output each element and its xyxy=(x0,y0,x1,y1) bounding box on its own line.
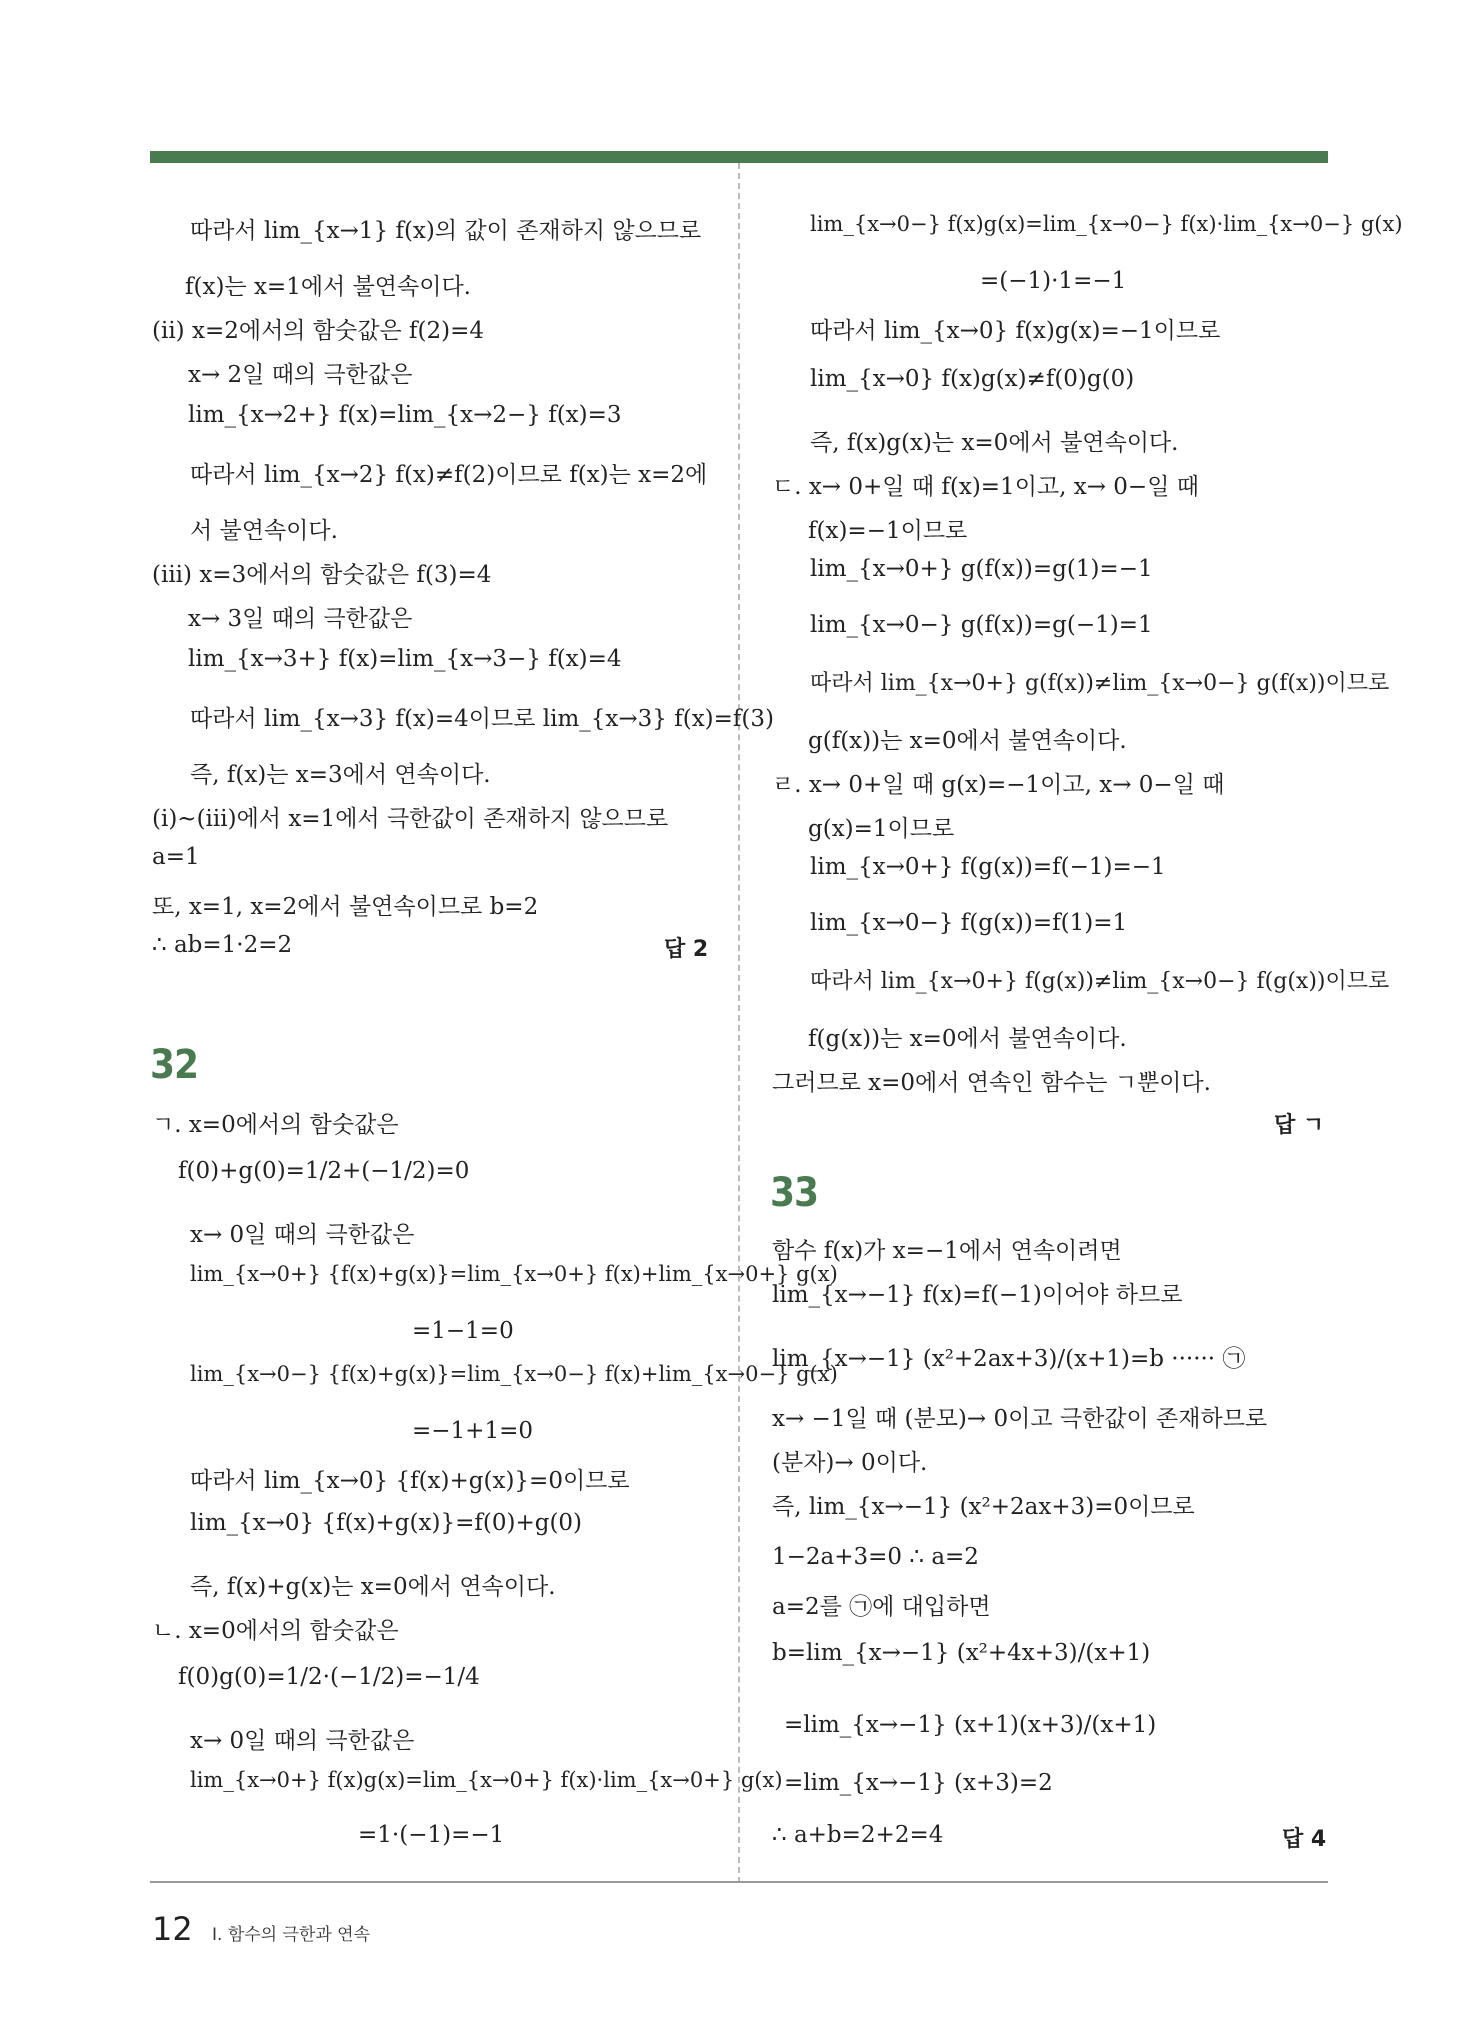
text-line: x→ 0일 때의 극한값은 xyxy=(190,1728,415,1754)
text-line: f(x)는 x=1에서 불연속이다. xyxy=(185,274,471,300)
text-line: lim_{x→0−} f(x)g(x)=lim_{x→0−} f(x)·lim_{x→0−} g(x) xyxy=(810,212,1403,236)
text-line: lim_{x→0+} f(g(x))=f(−1)=−1 xyxy=(810,854,1166,880)
text-line: lim_{x→0} f(x)g(x)≠f(0)g(0) xyxy=(810,366,1135,392)
text-line: =1·(−1)=−1 xyxy=(358,1822,505,1848)
text-line: 따라서 lim_{x→0+} f(g(x))≠lim_{x→0−} f(g(x))이므로 xyxy=(810,969,1390,994)
text-line: 즉, lim_{x→−1} (x²+2ax+3)=0이므로 xyxy=(772,1494,1195,1520)
text-line: a=1 xyxy=(152,844,200,870)
text-line: a=2를 ㉠에 대입하면 xyxy=(772,1594,991,1620)
text-line: (ii) x=2에서의 함숫값은 f(2)=4 xyxy=(152,318,484,344)
text-line: f(g(x))는 x=0에서 불연속이다. xyxy=(808,1026,1127,1052)
text-line: (i)~(iii)에서 x=1에서 극한값이 존재하지 않으므로 xyxy=(152,806,669,832)
text-line: lim_{x→0−} g(f(x))=g(−1)=1 xyxy=(810,612,1153,638)
text-line: lim_{x→2+} f(x)=lim_{x→2−} f(x)=3 xyxy=(188,402,622,428)
text-line: (iii) x=3에서의 함숫값은 f(3)=4 xyxy=(152,562,492,588)
text-line: 또, x=1, x=2에서 불연속이므로 b=2 xyxy=(152,894,539,920)
text-line: lim_{x→−1} f(x)=f(−1)이어야 하므로 xyxy=(772,1282,1183,1308)
text-line: ㄷ. x→ 0+일 때 f(x)=1이고, x→ 0−일 때 xyxy=(772,474,1199,500)
text-line: =(−1)·1=−1 xyxy=(980,268,1127,294)
text-line: ㄱ. x=0에서의 함숫값은 xyxy=(152,1112,399,1138)
text-line: =−1+1=0 xyxy=(412,1418,533,1444)
text-line: f(0)g(0)=1/2·(−1/2)=−1/4 xyxy=(178,1664,480,1690)
text-line: ㄹ. x→ 0+일 때 g(x)=−1이고, x→ 0−일 때 xyxy=(772,772,1225,798)
text-line: b=lim_{x→−1} (x²+4x+3)/(x+1) xyxy=(772,1640,1151,1666)
text-line: lim_{x→0+} {f(x)+g(x)}=lim_{x→0+} f(x)+lim_{x→0+} g(x) xyxy=(190,1262,838,1286)
problem-number-33: 33 xyxy=(770,1170,819,1216)
text-line: 따라서 lim_{x→2} f(x)≠f(2)이므로 f(x)는 x=2에 xyxy=(190,462,708,488)
text-line: 함수 f(x)가 x=−1에서 연속이려면 xyxy=(772,1238,1122,1264)
text-line: 따라서 lim_{x→0} f(x)g(x)=−1이므로 xyxy=(810,318,1221,344)
text-line: 즉, f(x)+g(x)는 x=0에서 연속이다. xyxy=(190,1574,556,1600)
text-line: =lim_{x→−1} (x+1)(x+3)/(x+1) xyxy=(784,1712,1157,1738)
text-line: lim_{x→0−} {f(x)+g(x)}=lim_{x→0−} f(x)+lim_{x→0−} g(x) xyxy=(190,1362,838,1386)
text-line: ㄴ. x=0에서의 함숫값은 xyxy=(152,1618,399,1644)
text-line: lim_{x→0} {f(x)+g(x)}=f(0)+g(0) xyxy=(190,1510,583,1536)
answer-32: 답 ㄱ xyxy=(1274,1113,1325,1138)
text-line: f(0)+g(0)=1/2+(−1/2)=0 xyxy=(178,1158,470,1184)
text-line: 따라서 lim_{x→0+} g(f(x))≠lim_{x→0−} g(f(x))이므로 xyxy=(810,671,1390,696)
page-number: 12 xyxy=(152,1910,193,1948)
text-line: f(x)=−1이므로 xyxy=(808,518,968,544)
text-line: x→ −1일 때 (분모)→ 0이고 극한값이 존재하므로 xyxy=(772,1406,1268,1432)
answer-31: 답 2 xyxy=(664,937,709,962)
text-line: ∴ ab=1·2=2 xyxy=(152,932,293,958)
text-line: 따라서 lim_{x→1} f(x)의 값이 존재하지 않으므로 xyxy=(190,218,702,244)
text-line: ∴ a+b=2+2=4 xyxy=(772,1822,944,1848)
text-line: lim_{x→−1} (x²+2ax+3)/(x+1)=b ······ ㉠ xyxy=(772,1346,1246,1372)
text-line: lim_{x→0−} f(g(x))=f(1)=1 xyxy=(810,910,1128,936)
text-line: g(f(x))는 x=0에서 불연속이다. xyxy=(808,728,1127,754)
problem-number-32: 32 xyxy=(150,1042,199,1088)
text-line: x→ 3일 때의 극한값은 xyxy=(188,606,413,632)
section-title: Ⅰ. 함수의 극한과 연속 xyxy=(212,1925,371,1945)
footer-rule xyxy=(150,1881,1328,1883)
text-line: x→ 2일 때의 극한값은 xyxy=(188,362,413,388)
text-line: 그러므로 x=0에서 연속인 함수는 ㄱ뿐이다. xyxy=(772,1070,1211,1096)
text-line: 1−2a+3=0 ∴ a=2 xyxy=(772,1544,979,1570)
text-line: g(x)=1이므로 xyxy=(808,816,955,842)
header-bar xyxy=(150,151,1328,163)
text-line: 따라서 lim_{x→0} {f(x)+g(x)}=0이므로 xyxy=(190,1468,630,1494)
text-line: x→ 0일 때의 극한값은 xyxy=(190,1222,415,1248)
answer-33: 답 4 xyxy=(1282,1827,1327,1852)
text-line: lim_{x→0+} g(f(x))=g(1)=−1 xyxy=(810,556,1153,582)
text-line: =1−1=0 xyxy=(412,1318,514,1344)
text-line: =lim_{x→−1} (x+3)=2 xyxy=(784,1770,1053,1796)
text-line: lim_{x→0+} f(x)g(x)=lim_{x→0+} f(x)·lim_{x→0+} g(x) xyxy=(190,1768,783,1792)
text-line: 즉, f(x)g(x)는 x=0에서 불연속이다. xyxy=(810,430,1179,456)
text-line: lim_{x→3+} f(x)=lim_{x→3−} f(x)=4 xyxy=(188,646,622,672)
text-line: 서 불연속이다. xyxy=(190,518,338,544)
column-divider xyxy=(738,163,740,1883)
text-line: (분자)→ 0이다. xyxy=(772,1450,928,1476)
text-line: 따라서 lim_{x→3} f(x)=4이므로 lim_{x→3} f(x)=f(3) xyxy=(190,706,775,732)
text-line: 즉, f(x)는 x=3에서 연속이다. xyxy=(190,762,491,788)
